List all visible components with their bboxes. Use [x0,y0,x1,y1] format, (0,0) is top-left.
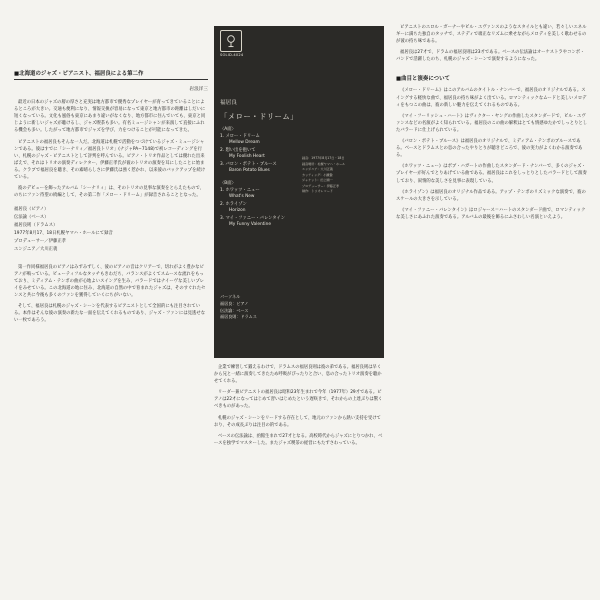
middle-column [214,364,384,451]
track-title-en: What's New [229,194,255,200]
left-column [14,70,208,329]
track-title-jp: 1. ホワッツ・ニュー [220,188,260,193]
credit-line: 伝法諭（ベース） [14,215,49,221]
side-b-label: 〈B面〉 [220,181,236,186]
info-line: ジャケット：田上順一 [302,178,333,182]
track-item [220,216,285,229]
right-paragraph: ピアニストのエロル・ガーナーやビル・エヴァンスのようなスタイルとも違い、若々しいエネルギーに満ちた独自のタッチで、ステディで端正なリズムに乗せながらメロディを美しく歌わせるのが彼の持ち味である。 [396,25,587,45]
personnel-line: 福居良則：ドラムス [220,314,257,320]
info-line: プロデューサー：伊藤正孝 [302,183,340,188]
personnel-line: 福居良：ピアノ [220,300,249,306]
track-title-jp: 1. メロー・ドリーム [220,134,260,139]
track-title-en: Horizon [229,208,246,214]
right-paragraph: 《ホワッツ・ニュー》はボブ・ハガートの作曲したスタンダード・ナンバーで、多くのジャズ・プレイヤーが好んでとりあげている曲である。福居良はこれをしっとりとしたバラードとして演奏しており、叙情的な美しさを見事に表現している。 [396,164,587,184]
catalog-code: SOLID-4024 [220,53,244,57]
right-paragraph: 《バロン・ポテト・ブルース》は福居良のオリジナルで、ミディアム・テンポのブルースである。ベースとドラムスとの息の合ったやりとりが聴きどころで、彼の実力がよくわかる演奏である。 [396,139,583,159]
credit-line: 福居良則（ドラムス） [14,223,58,229]
track-title-en: Mellow Dream [229,140,260,146]
track-item [220,134,260,147]
album-cover-panel [214,26,384,358]
recording-info [302,156,382,195]
left-paragraph: 最近の日本のジャズの層の厚さと充実は地方都市で優秀なプレイヤーが育ってきていることによるところが大きい。交通も便利になり、情報交換が容易になって東京と地方都市の距離はしだいに短くなっている。文化も風俗も東京にあまり違いがなくなり、地方都市に住んでいても、東京と同じように新しいジャズが聴けるし、ジャズ喫茶も多い。有名ミュージシャンが来演して直接にふれる機会も多い。したがって地方都市でジャズを学び、力をつけることが可能になってきた。 [14,100,206,134]
side-a-label: 〈A面〉 [220,127,236,132]
credit-line: エンジニア／大川正義 [14,246,58,252]
middle-paragraph: 札幌のジャズ・シーンをリードする存在として、地元のファンから熱い支持を受けており、その成長ぶりは注目の的である。 [214,415,381,428]
right-paragraph: 《マイ・フーリッシュ・ハート》はヴィクター・ヤングの作曲したスタンダードで、ビル・エヴァンスなどの名演がよく知られている。福居良のこの曲の解釈はとても情感ゆたかでしっとりとしたバラードに仕上げられている。 [396,113,588,133]
info-line: 録音：1977年8月17日・18日 [302,156,345,160]
track-title-jp: 3. マイ・ファニー・バレンタイン [220,216,286,221]
personnel-list [220,294,257,321]
right-paragraph: 《ホライゾン》は福居良のオリジナル作品である。アップ・テンポのリズミックな演奏で、彼のスケールの大きさを示している。 [396,189,586,202]
middle-paragraph: 企業で練習して鍛えるわけで、ドラムスの福居良則は彼の弟である。福居良則は早くから兄と一緒に演奏してきたため呼吸がぴったりと合い、息の合ったトリオ演奏を聴かせてくれる。 [214,365,382,385]
right-paragraph: 福居良は27才で、ドラムの福居良則は23才である。ベースの伝法諭はオーケストラやコンボ・バンドで活躍したのち、札幌のジャズ・シーンで演奏するようになった。 [396,50,585,63]
info-line: 録音場所：札幌ヤマハ・ホール [302,161,346,166]
left-heading: ■北海道のジャズ・ピアニスト、福居良による第二作 [14,71,144,77]
left-paragraph: そして、福居良は札幌のジャズ・シーンを代表するピアニストとして全国的にも注目されている。本作はそんな彼の演奏の新たな一面を伝えてくれるものであり、ジャズ・ファンには見逃せない一枚であろう。 [14,304,206,324]
album-title: 「メロー・ドリーム」 [220,112,298,121]
personnel-line: 伝法諭：ベース [220,307,249,313]
track-title-en: My Funny Valentine [229,222,271,228]
info-line: 制作：トリオレコード [302,189,333,193]
author-name: 岩浪洋三 [189,87,208,92]
track-item [220,188,260,201]
track-title-jp: 2. ホライゾン [220,202,247,207]
info-line: エンジニア：大川正義 [302,167,333,171]
right-column [396,24,588,225]
divider [14,79,208,80]
track-item [220,162,277,175]
track-item [220,202,247,215]
credit-line: プロデューサー／伊藤正孝 [14,238,67,244]
info-line: カッティング：小鐵徹 [302,172,333,177]
left-paragraph: ピアニストの福居良もそんな一人だ。北海道は札幌で活動をつづけているジャズ・ミュージシャンである。彼はすでに「シーナリィ／福居良トリオ」(ナジャPA−7148)で初レコーディングを行い、札幌のジャズ・ピアニストとして評判を呼んでいる。ピアノ・トリオ作品としては優れた出来ばえで、それはトリオの演奏ディレクター、伊藤正孝氏が彼のトリオの演奏を耳にしたことに始まる。クラブで福居良を聴き、その素晴らしさに伊藤氏は強く惹かれ、以来彼のバックアップを続けている。 [14,139,206,181]
track-title-en: My Foolish Heart [229,154,265,160]
middle-paragraph: リーダー兼ピアニストの福居良は昭和23年生まれで今年（1977年）29才である。ピアノは22才になってはじめて習いはじめたという遅咲きで、それからの上達ぶりは驚くべきものがあった。 [214,390,383,410]
middle-paragraph: ベースの伝法諭は、函館生まれで27才となる。高校時代からジャズにとりつかれ、ベースを独学でマスターした。またジャズ喫茶の経営にもたずさわっている。 [214,433,383,446]
right-paragraph: 《マイ・ファニー・バレンタイン》はロジャース＝ハートのスタンダード曲で、ロマンティックな美しさにあふれた演奏である。アルバムの最後を飾るにふさわしい名演といえよう。 [396,207,586,220]
right-heading: ■曲目と演奏について [396,76,451,83]
album-artist: 福居良 [220,100,237,106]
left-paragraph: 彼のデビューを飾ったアルバム「シーナリィ」は、そのトリオの見事な演奏をとらえたもので、のちにファン待望の続編として、その第二作「メロー・ドリーム」が録音されることとなった。 [14,186,205,199]
trio-logo-icon [220,30,242,52]
right-paragraph: 《メロー・ドリーム》はこのアルバムのタイトル・ナンバーで、福居良のオリジナルである。スイングする軽快な曲で、福居良の持ち味がよく出ている。ロマンティックなムードと美しいメロディをもつこの曲は、彼の新しい魅力を伝えてくれるものである。 [396,88,587,108]
personnel-label: パーソネル [220,294,241,299]
left-paragraph: 第一作同様福居良のピアノはみずみずしく、彼のピアノの音はクリアーで、切れがよく豊かなピアノが鳴っている。ビューティフルなタッチもきわだち、バランスがよくてスムースな流れをもっており、ミディアム・テンポの曲が心地よいスイングを生み、バラードではナイーヴな美しいプレイをみせている。この北海道の地に住み、北海道の自然の中で育まれたジャズは、そのすぐれたセンスと共に今後も多くのファンを獲得していくにちがいない。 [14,264,206,299]
credit-line: 福居良（ピアノ） [14,207,49,213]
track-title-jp: 2. 想い出を抱いて [220,148,256,153]
track-title-jp: 3. バロン・ポテト・ブルース [220,162,277,167]
track-title-en: Baron Potato Blues [229,168,270,174]
track-item [220,148,265,161]
credit-line: 1977年8月17、18日札幌ヤマハ・ホールにて録音 [14,231,113,237]
